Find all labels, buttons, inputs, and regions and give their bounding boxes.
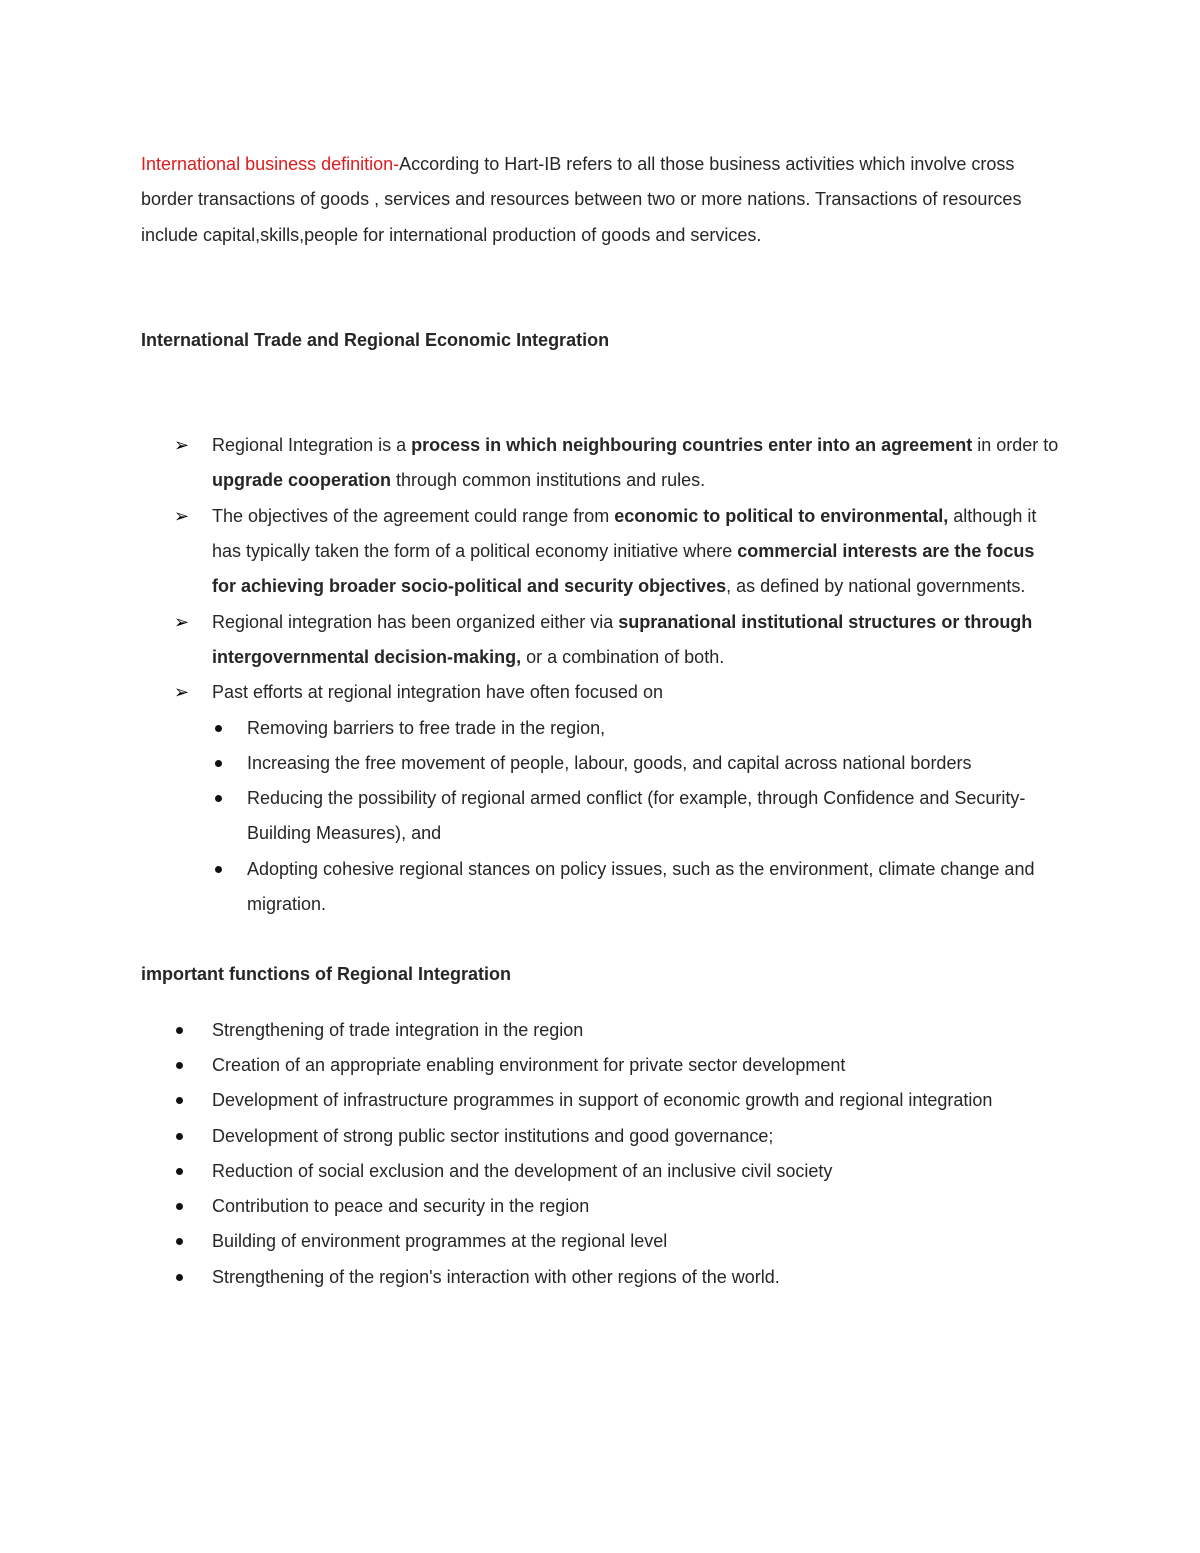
item-text: Regional integration has been organized either via — [212, 611, 619, 632]
item-text: Creation of an appropriate enabling environment for private sector development — [212, 1054, 846, 1075]
item-text: or a combination of both. — [521, 646, 725, 667]
item-text: Contribution to peace and security in the region — [212, 1196, 590, 1217]
list-item — [141, 1083, 1061, 1118]
dot-bullet-icon — [176, 1238, 183, 1245]
list-item — [141, 428, 1061, 499]
arrow-bullet-icon: ➢ — [174, 435, 190, 456]
list-item — [141, 1189, 1061, 1224]
dot-bullet-icon — [176, 1133, 183, 1140]
dot-bullet-icon — [176, 1027, 183, 1034]
intro-text: According to Hart-IB refers to all those business activities which involve cross border transactions of goods , services and resources between two or more nations. Transactions of resources include capital,skills,people for international production of goods and services. — [141, 154, 1022, 245]
intro-term: International business definition- — [141, 154, 400, 174]
item-text: Development of infrastructure programmes in support of economic growth and regional integration — [212, 1090, 993, 1111]
item-emphasis: upgrade cooperation — [212, 470, 392, 491]
past-efforts-sublist — [212, 711, 1061, 923]
dot-bullet-icon — [176, 1168, 183, 1175]
arrow-bullet-icon: ➢ — [174, 611, 190, 632]
item-text: through common institutions and rules. — [391, 470, 706, 491]
list-item — [141, 1119, 1061, 1154]
item-text: Development of strong public sector institutions and good governance; — [212, 1125, 774, 1146]
item-text: Reduction of social exclusion and the development of an inclusive civil society — [212, 1160, 833, 1181]
item-emphasis: commercial interests are the focus for achieving broader socio-political and security objectives — [212, 541, 1035, 597]
list-item — [141, 1224, 1061, 1259]
item-emphasis: supranational institutional structures or through intergovernmental decision-making, — [212, 611, 1033, 667]
item-text: Strengthening of the region's interaction with other regions of the world. — [212, 1266, 780, 1287]
sub-list-item — [212, 746, 1061, 781]
dot-bullet-icon — [215, 760, 222, 767]
section-heading-integration: International Trade and Regional Economic Integration — [141, 329, 610, 350]
dot-bullet-icon — [215, 725, 222, 732]
sub-list-item — [212, 781, 1061, 852]
item-emphasis: economic to political to environmental, — [614, 505, 949, 526]
item-text: Past efforts at regional integration have often focused on — [212, 682, 663, 703]
dot-bullet-icon — [176, 1274, 183, 1281]
list-item — [141, 1154, 1061, 1189]
arrow-bullet-icon: ➢ — [174, 682, 190, 703]
intro-paragraph — [141, 147, 1061, 253]
dot-bullet-icon — [176, 1097, 183, 1104]
document-content — [141, 147, 1061, 1295]
list-item — [141, 1013, 1061, 1048]
sub-item-text: Increasing the free movement of people, labour, goods, and capital across national borders — [247, 752, 972, 773]
item-text: although it has typically taken the form of a political economy initiative where — [212, 505, 1037, 562]
list-item — [141, 1260, 1061, 1295]
list-item — [141, 1048, 1061, 1083]
integration-list — [141, 428, 1061, 922]
functions-list — [141, 1013, 1061, 1295]
arrow-bullet-icon: ➢ — [174, 505, 190, 526]
section-heading-functions: important functions of Regional Integration — [141, 964, 511, 985]
item-text: Strengthening of trade integration in the region — [212, 1019, 584, 1040]
dot-bullet-icon — [215, 795, 222, 802]
item-text: Regional Integration is a — [212, 435, 412, 456]
list-item — [141, 499, 1061, 605]
dot-bullet-icon — [176, 1203, 183, 1210]
list-item — [141, 675, 1061, 922]
sub-list-item — [212, 711, 1061, 746]
sub-item-text: Removing barriers to free trade in the region, — [247, 717, 606, 738]
item-text: in order to — [972, 435, 1059, 456]
list-item — [141, 605, 1061, 676]
item-text: , as defined by national governments. — [726, 576, 1026, 597]
sub-item-text: Reducing the possibility of regional armed conflict (for example, through Confidence and Security-Building Measures), and — [247, 788, 1026, 844]
dot-bullet-icon — [176, 1062, 183, 1069]
sub-list-item — [212, 852, 1061, 923]
item-emphasis: process in which neighbouring countries enter into an agreement — [411, 435, 973, 456]
item-text: The objectives of the agreement could range from — [212, 505, 615, 526]
dot-bullet-icon — [215, 866, 222, 873]
item-text: Building of environment programmes at the regional level — [212, 1231, 668, 1252]
sub-item-text: Adopting cohesive regional stances on policy issues, such as the environment, climate change and migration. — [247, 858, 1035, 915]
